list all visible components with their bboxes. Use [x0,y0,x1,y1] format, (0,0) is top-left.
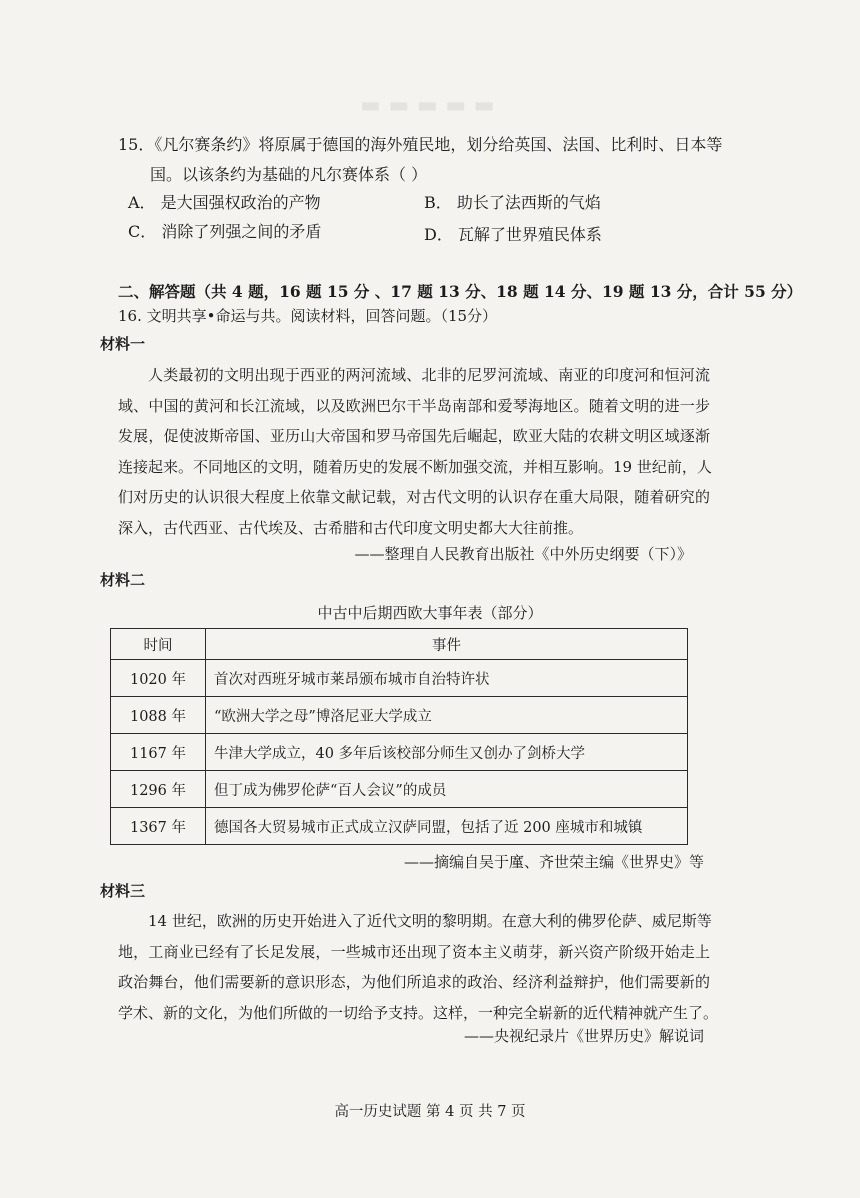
option-d: D． 瓦解了世界殖民体系 [424,225,602,244]
table-header-row [111,629,688,660]
material-1-line: 发展，促使波斯帝国、亚历山大帝国和罗马帝国先后崛起，欧亚大陆的农耕文明区域逐渐 [118,427,710,445]
events-table [110,628,688,845]
table-row [111,697,688,734]
row-event: 牛津大学成立，40 多年后该校部分师生又创办了剑桥大学 [206,734,688,771]
material-3-line: 学术、新的文化，为他们所做的一切给予支持。这样，一种完全崭新的近代精神就产生了。 [118,1003,719,1022]
header-time: 时间 [111,629,206,660]
material-1-line: 人类最初的文明出现于西亚的两河流域、北非的尼罗河流域、南亚的印度河和恒河流 [148,366,710,384]
row-event: 首次对西班牙城市莱昂颁布城市自治特许状 [206,660,688,697]
material-2-label: 材料二 [100,571,146,589]
table-row [111,808,688,845]
material-3-line: 政治舞台，他们需要新的意识形态，为他们所追求的政治、经济利益辩护，他们需要新的 [118,973,710,991]
material-1-line: 域、中国的黄河和长江流域，以及欧洲巴尔干半岛南部和爱琴海地区。随着文明的进一步 [118,396,710,415]
page-footer: 高一历史试题 第 4 页 共 7 页 [334,1104,526,1120]
header-event: 事件 [206,629,688,660]
table-row [111,734,688,771]
row-event: 德国各大贸易城市正式成立汉萨同盟，包括了近 200 座城市和城镇 [206,808,688,845]
table-title: 中古中后期西欧大事年表（部分） [317,604,543,622]
section-heading: 二、解答题（共 4 题，16 题 15 分 、17 题 13 分、18 题 14 分、19 题 13 分，合计 55 分） [118,282,803,301]
option-b: B． 助长了法西斯的气焰 [424,193,601,212]
material-1-line: 连接起来。不同地区的文明，随着历史的发展不断加强交流，并相互影响。19 世纪前，人 [118,457,712,476]
row-year: 1296 年 [111,771,206,808]
material-2-source: ——摘编自吴于廑、齐世荣主编《世界史》等 [403,853,704,871]
row-event: 但丁成为佛罗伦萨“百人会议”的成员 [206,771,688,808]
material-1-label: 材料一 [100,335,146,353]
material-1-source: ——整理自人民教育出版社《中外历史纲要（下）》 [354,545,692,563]
row-year: 1367 年 [111,808,206,845]
material-3-line: 地，工商业已经有了长足发展，一些城市还出现了资本主义萌芽，新兴资产阶级开始走上 [118,942,710,961]
material-3-line: 14 世纪，欧洲的历史开始进入了近代文明的黎明期。在意大利的佛罗伦萨、威尼斯等 [148,912,712,930]
option-c: C． 消除了列强之间的矛盾 [128,222,322,241]
bleed-through-mark: ▬ ▬ ▬ ▬ ▬ [360,92,495,118]
material-1-line: 们对历史的认识很大程度上依靠文献记载，对古代文明的认识存在重大局限，随着研究的 [118,488,710,506]
question-16-prompt: 16. 文明共享•命运与共。阅读材料，回答问题。（15分） [118,307,498,325]
table-row [111,660,688,697]
question-15-line-1: 15．《凡尔赛条约》将原属于德国的海外殖民地，划分给英国、法国、比利时、日本等 [118,135,723,154]
row-year: 1088 年 [111,697,206,734]
option-a: A． 是大国强权政治的产物 [128,193,321,212]
question-15 [118,130,723,190]
row-year: 1020 年 [111,660,206,697]
row-year: 1167 年 [111,734,206,771]
table-row [111,771,688,808]
material-3-source: ——央视纪录片《世界历史》解说词 [463,1027,704,1045]
row-event: “欧洲大学之母”博洛尼亚大学成立 [206,697,688,734]
material-3-label: 材料三 [100,882,146,900]
question-15-line-2: 国。以该条约为基础的凡尔赛体系（ ） [150,165,428,184]
material-1-line: 深入，古代西亚、古代埃及、古希腊和古代印度文明史都大大往前推。 [118,518,584,537]
material-3-text [118,906,719,1028]
material-1-text [118,360,710,543]
